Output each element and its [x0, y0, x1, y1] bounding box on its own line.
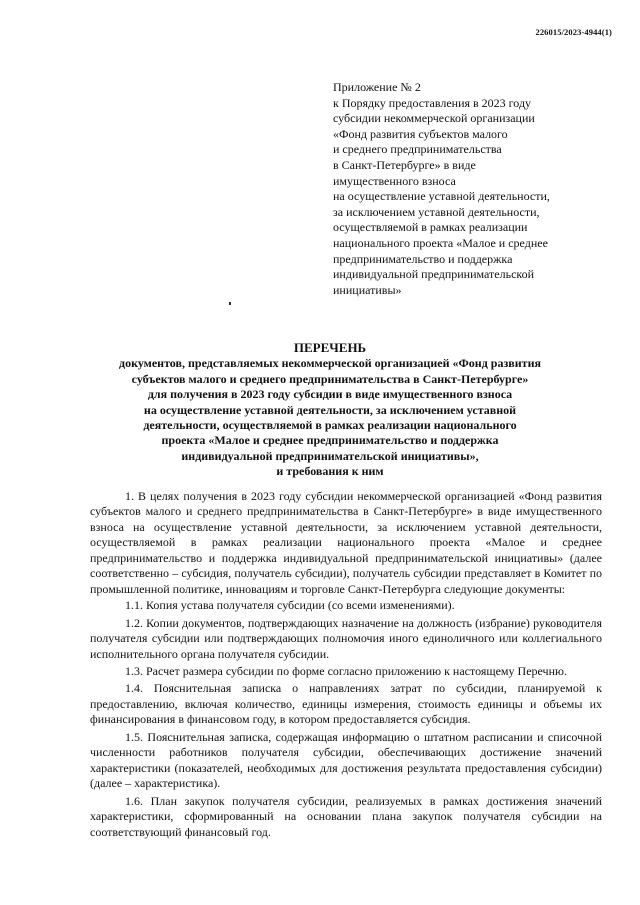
paragraph-1-4: 1.4. Пояснительная записка о направлениях затрат по субсидии, планируемой к предоставлению, включая количество, единицы измерения, стоимость единицы и объемы их финансирования в финансовом году, в котором предоставляется субсидия.: [90, 681, 602, 727]
heading-line: проекта «Малое и среднее предпринимательство и поддержка: [161, 433, 499, 448]
paragraph-1-2: 1.2. Копии документов, подтверждающих назначение на должность (избрание) руководителя получателя субсидии или подтверждающих полномочия иного единоличного или коллегиального исполнительного органа получателя субсидии.: [90, 615, 602, 661]
appendix-block: [333, 80, 623, 298]
heading-line: для получения в 2023 году субсидии в виде имущественного взноса: [147, 387, 513, 402]
appendix-line: за исключением уставной деятельности,: [333, 204, 540, 219]
page-mark: [229, 302, 231, 305]
heading-line: на осуществление уставной деятельности, за исключением уставной: [143, 402, 517, 417]
appendix-line: субсидии некоммерческой организации: [333, 111, 535, 126]
appendix-line: осуществляемой в рамках реализации: [333, 220, 528, 235]
paragraph-1-5: 1.5. Пояснительная записка, содержащая информацию о штатном расписании и списочной численности работников получателя субсидии, обеспечивающих достижение значений характеристики (показателей, необходимых для достижения результата предоставления субсидии) (далее – характеристика).: [90, 729, 602, 791]
appendix-line: Приложение № 2: [333, 80, 421, 94]
paragraph-1-6: 1.6. План закупок получателя субсидии, реализуемых в рамках достижения значений характеристики, сформированный на основании плана закупок получателя субсидии на соответствующий финансовый год.: [90, 793, 602, 839]
heading-line: и требования к ним: [276, 464, 384, 479]
heading-line: индивидуальной предпринимательской инициативы»,: [181, 448, 479, 463]
appendix-line: на осуществление уставной деятельности,: [333, 189, 550, 204]
document-heading: [60, 340, 600, 480]
paragraph-1-3: 1.3. Расчет размера субсидии по форме согласно приложению к настоящему Перечню.: [125, 663, 567, 678]
appendix-line: инициативы»: [333, 282, 402, 297]
appendix-line: индивидуальной предпринимательской: [333, 267, 535, 282]
registration-number: 226015/2023-4944(1): [535, 27, 612, 37]
heading-line: субъектов малого и среднего предпринимательства в Санкт-Петербурге»: [131, 371, 529, 386]
appendix-line: национального проекта «Малое и среднее: [333, 235, 548, 250]
appendix-line: «Фонд развития субъектов малого: [333, 126, 508, 141]
paragraph-1: 1. В целях получения в 2023 году субсидии некоммерческой организацией «Фонд развития субъектов малого и среднего предпринимательства в Санкт-Петербурге» в виде имущественного взноса на осуществление уставной деятельности, за исключением уставной деятельности, осуществляемой в рамках реализации национального проекта «Малое и среднее предпринимательство и поддержка индивидуальной предпринимательской инициативы» (далее соответственно – субсидия, получатель субсидии), получатель субсидии представляет в Комитет по промышленной политике, инновациям и торговле Санкт-Петербурга следующие документы:: [90, 489, 602, 596]
appendix-line: к Порядку предоставления в 2023 году: [333, 95, 532, 110]
appendix-line: предпринимательство и поддержка: [333, 251, 513, 266]
document-body: [90, 489, 602, 842]
heading-line: документов, представляемых некоммерческой организацией «Фонд развития: [119, 356, 541, 371]
appendix-line: в Санкт-Петербурге» в виде: [333, 157, 476, 172]
appendix-line: имущественного взноса: [333, 173, 456, 188]
page-title: ПЕРЕЧЕНЬ: [293, 340, 367, 355]
paragraph-1-1: 1.1. Копия устава получателя субсидии (со всеми изменениями).: [125, 598, 455, 613]
heading-line: деятельности, осуществляемой в рамках реализации национального: [143, 418, 517, 433]
appendix-line: и среднего предпринимательства: [333, 142, 502, 157]
